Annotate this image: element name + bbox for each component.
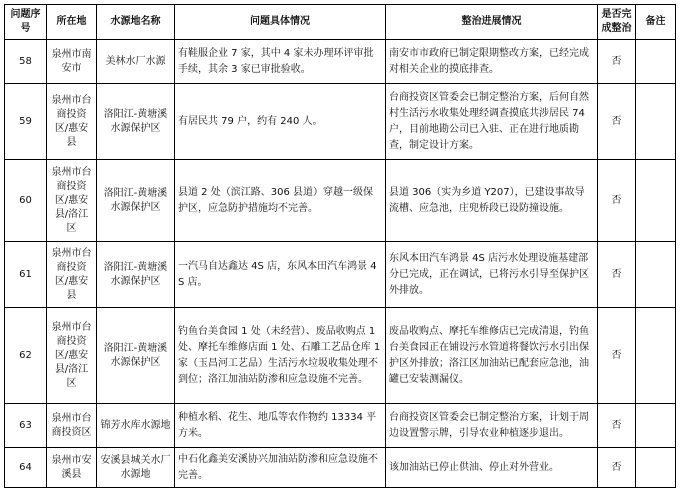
cell-location: 泉州市安溪县: [47, 448, 97, 488]
cell-note: [636, 160, 676, 242]
cell-progress: 该加油站已停止供油、停止对外营业。: [386, 448, 598, 488]
cell-seq: 63: [5, 404, 47, 448]
cell-source: 安溪县城关水厂水源地: [97, 448, 175, 488]
table-row: [5, 448, 676, 488]
table-row: [5, 308, 676, 404]
cell-note: [636, 40, 676, 84]
table-row: [5, 160, 676, 242]
cell-progress: 东风本田汽车鸿景 4S 店污水处理设施基建部分已完成，正在调试，已将污水引导至保护区外排放。: [386, 242, 598, 308]
cell-seq: 59: [5, 84, 47, 160]
cell-source: 洛阳江-黄塘溪水源保护区: [97, 160, 175, 242]
cell-location: 泉州市南安市: [47, 40, 97, 84]
cell-done: 否: [598, 448, 636, 488]
cell-progress: 台商投资区管委会已制定整治方案，后何自然村生活污水收集处理经调查摸底共涉居民 74 户，目前地勘公司已入驻、正在进行地质勘查，制定设计方案。: [386, 84, 598, 160]
cell-source: 洛阳江-黄塘溪水源保护区: [97, 308, 175, 404]
cell-detail: 中石化鑫美安溪协兴加油站防渗和应急设施不完善。: [175, 448, 386, 488]
cell-source: 锦芳水库水源地: [97, 404, 175, 448]
cell-source: 美林水厂水源: [97, 40, 175, 84]
cell-seq: 58: [5, 40, 47, 84]
cell-progress: 南安市市政府已制定限期整改方案，已经完成对相关企业的摸底排查。: [386, 40, 598, 84]
rectification-table: [4, 4, 676, 488]
cell-detail: 有鞋服企业 7 家，其中 4 家未办理环评审批手续，其余 3 家已审批验收。: [175, 40, 386, 84]
table-row: [5, 84, 676, 160]
cell-detail: 钓鱼台美食园 1 处（未经营）、废品收购点 1 处、摩托车维修店面 1 处、石雕工艺品仓库 1 家（玉昌河工艺品）生活污水垃圾收集处理不到位；洛江加油站防渗和应急设施不完善。: [175, 308, 386, 404]
header-detail: 问题具体情况: [175, 5, 386, 40]
header-progress: 整治进展情况: [386, 5, 598, 40]
cell-location: 泉州市台商投资区: [47, 404, 97, 448]
cell-seq: 61: [5, 242, 47, 308]
cell-location: 泉州市台商投资区/惠安县/洛江区: [47, 308, 97, 404]
cell-location: 泉州市台商投资区/惠安县: [47, 84, 97, 160]
cell-detail: 种植水稻、花生、地瓜等农作物约 13334 平方米。: [175, 404, 386, 448]
table-row: [5, 404, 676, 448]
cell-source: 洛阳江-黄塘溪水源保护区: [97, 242, 175, 308]
cell-note: [636, 84, 676, 160]
cell-note: [636, 448, 676, 488]
table-row: [5, 40, 676, 84]
cell-note: [636, 242, 676, 308]
cell-seq: 62: [5, 308, 47, 404]
cell-progress: 县道 306（实为乡道 Y207），已建设事故导流槽、应急池，庄兜桥段已设防撞设施。: [386, 160, 598, 242]
cell-location: 泉州市台商投资区/惠安县: [47, 242, 97, 308]
cell-progress: 台商投资区管委会已制定整治方案，计划于周边设置警示牌，引导农业种植逐步退出。: [386, 404, 598, 448]
cell-progress: 废品收购点、摩托车维修店已完成清退，钓鱼台美食园正在铺设污水管道将餐饮污水引出保护区外排放；洛江区加油站已配套应急池，油罐已安装测漏仪。: [386, 308, 598, 404]
header-seq: 问题序号: [5, 5, 47, 40]
cell-source: 洛阳江-黄塘溪水源保护区: [97, 84, 175, 160]
cell-done: 否: [598, 84, 636, 160]
table-row: [5, 242, 676, 308]
cell-done: 否: [598, 40, 636, 84]
header-source: 水源地名称: [97, 5, 175, 40]
cell-seq: 60: [5, 160, 47, 242]
table-header-row: [5, 5, 676, 40]
cell-done: 否: [598, 160, 636, 242]
header-location: 所在地: [47, 5, 97, 40]
cell-detail: 一汽马自达鑫达 4S 店，东风本田汽车鸿景 4S 店。: [175, 242, 386, 308]
cell-note: [636, 404, 676, 448]
header-note: 备注: [636, 5, 676, 40]
cell-note: [636, 308, 676, 404]
cell-detail: 县道 2 处（滨江路、306 县道）穿越一级保护区，应急防护措施均不完善。: [175, 160, 386, 242]
cell-location: 泉州市台商投资区/惠安县/洛江区: [47, 160, 97, 242]
cell-seq: 64: [5, 448, 47, 488]
cell-done: 否: [598, 242, 636, 308]
header-done: 是否完成整治: [598, 5, 636, 40]
cell-done: 否: [598, 404, 636, 448]
cell-done: 否: [598, 308, 636, 404]
cell-detail: 有居民共 79 户，约有 240 人。: [175, 84, 386, 160]
